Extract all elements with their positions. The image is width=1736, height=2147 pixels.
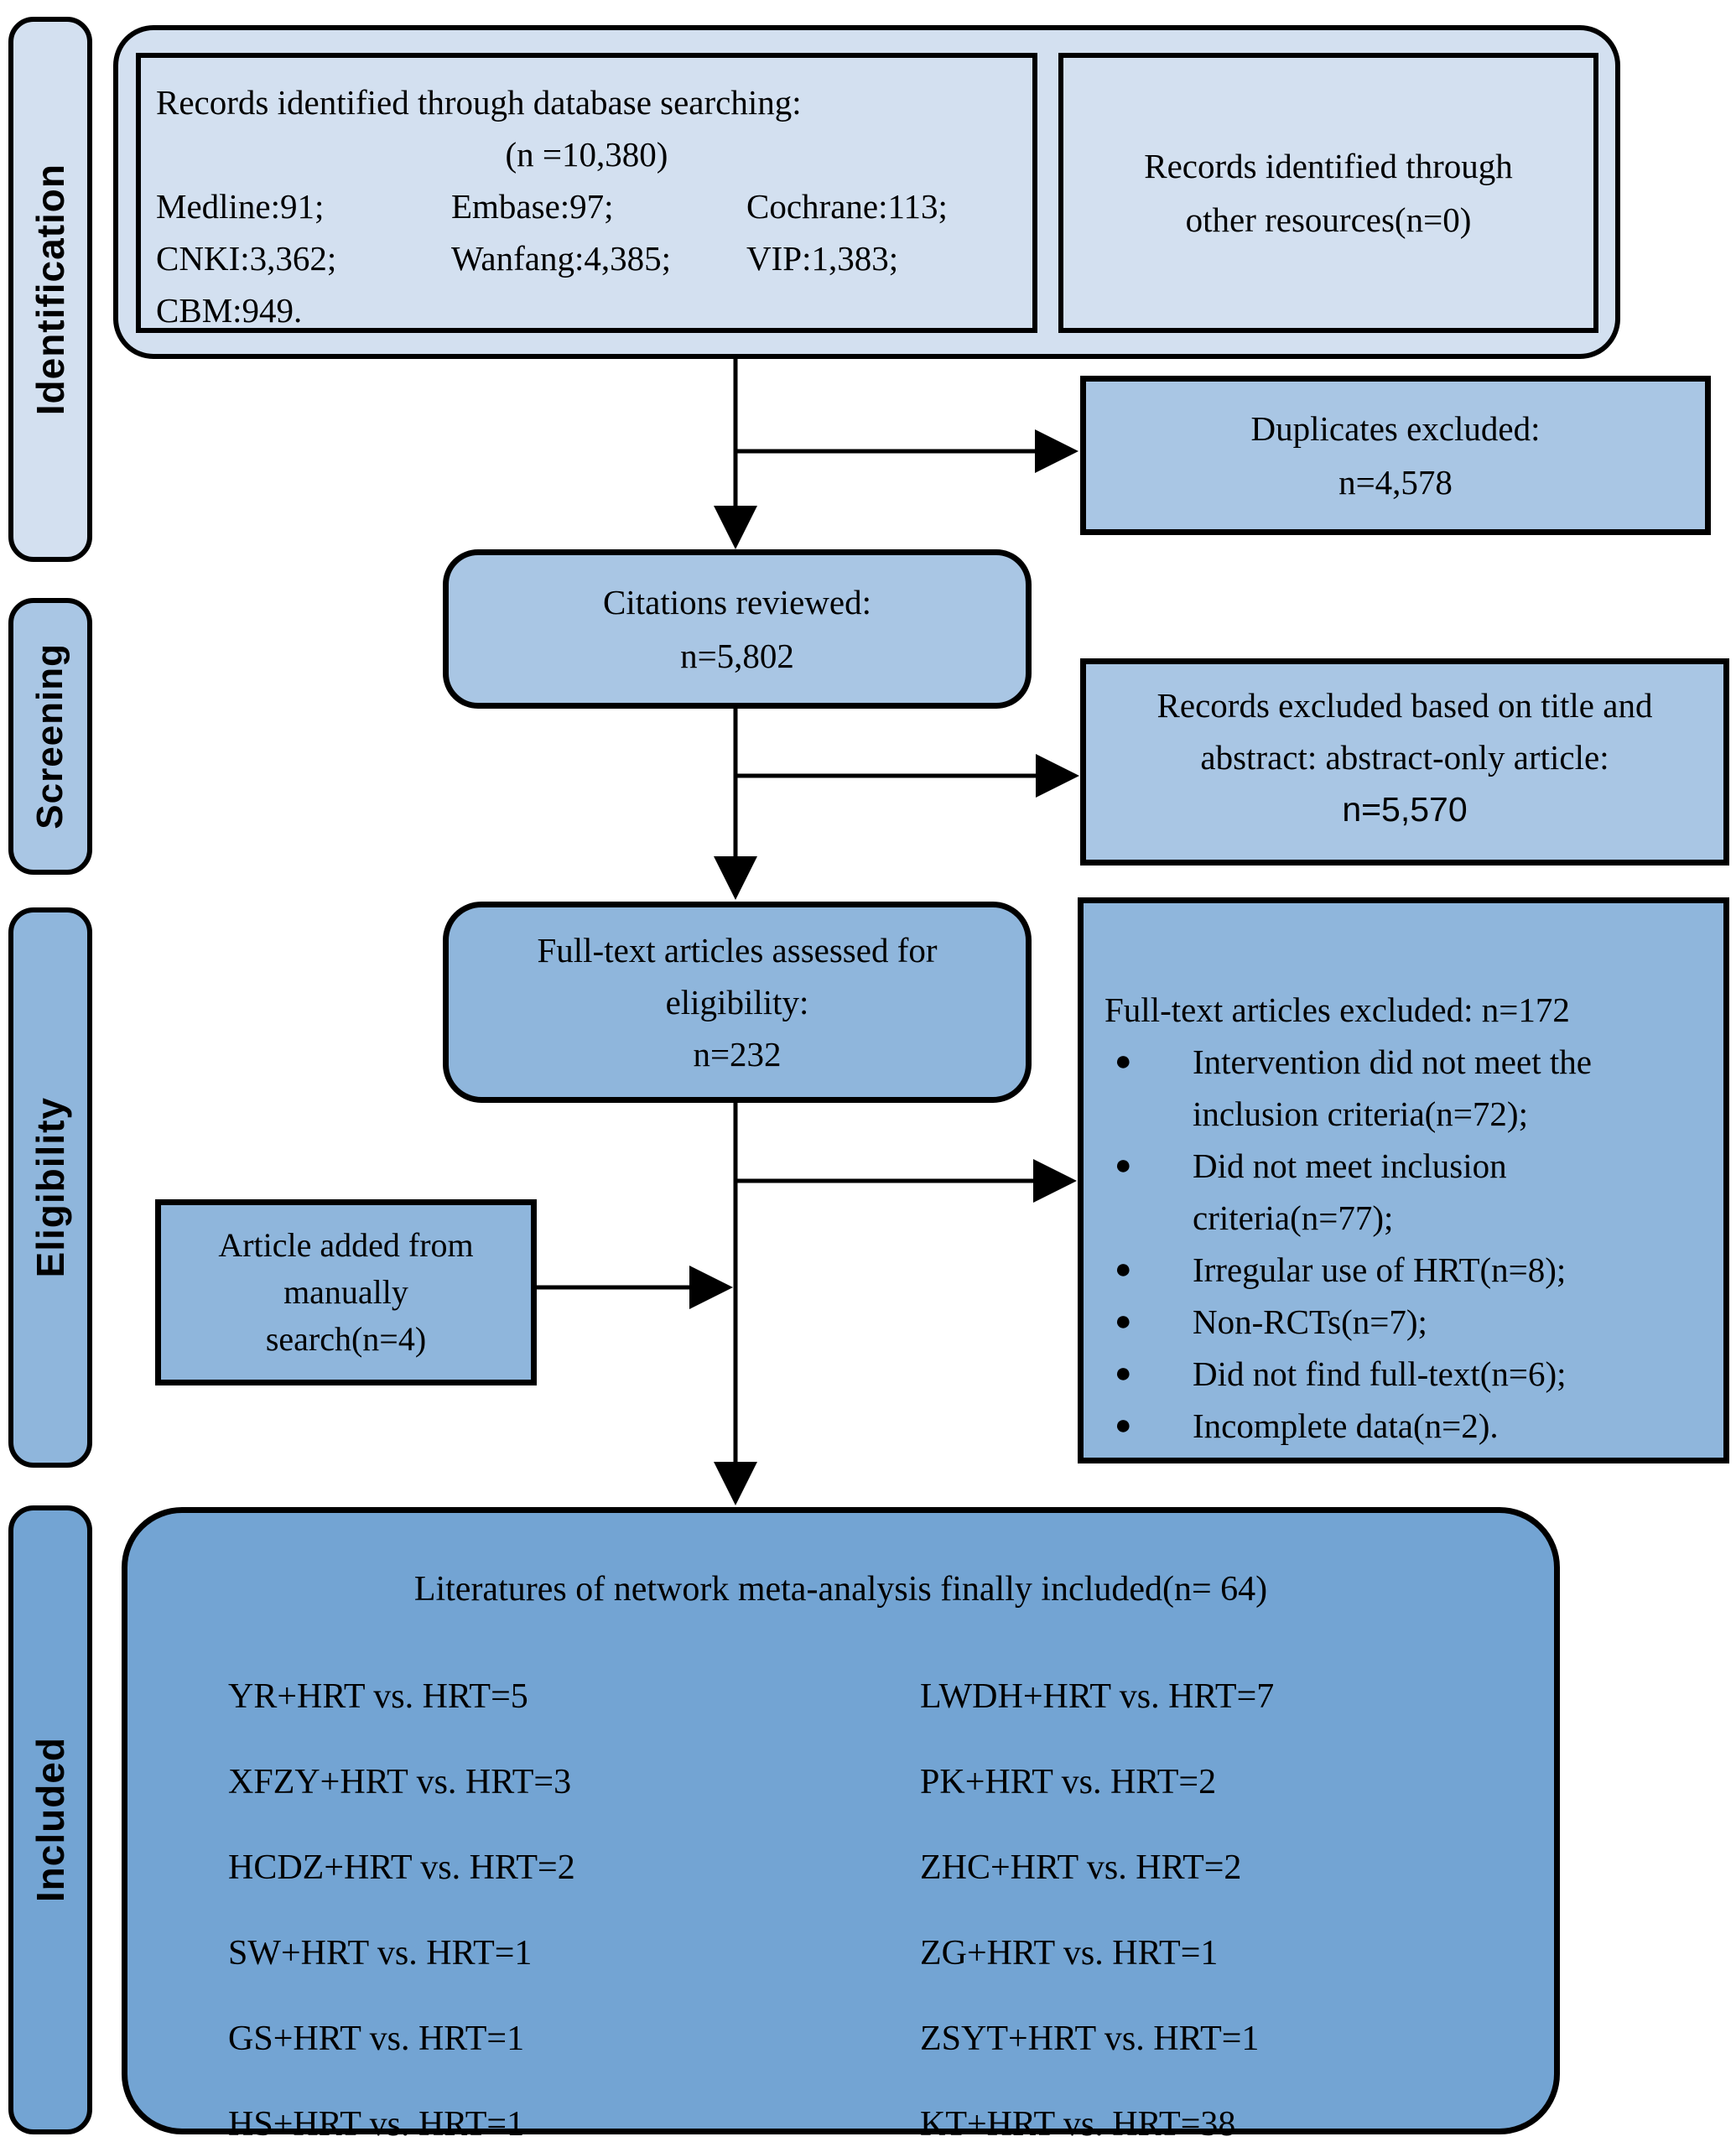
- records-excluded-line2: abstract: abstract-only article:: [1200, 738, 1609, 777]
- records-excluded-box: [1080, 658, 1729, 866]
- stage-label-identification-text: Identification: [29, 163, 72, 416]
- bullet-icon: ●: [1115, 1150, 1132, 1181]
- db-source-cnki: CNKI:3,362;: [156, 239, 337, 278]
- arrowhead-right-duplicates: [1035, 429, 1079, 473]
- bullet-icon: ●: [1115, 1358, 1132, 1389]
- fulltext-excluded-item: [1104, 1140, 1707, 1244]
- included-item: KT+HRT vs. HRT=38: [920, 2105, 1236, 2144]
- arrowhead-right-records-excluded: [1036, 754, 1079, 798]
- included-item: LWDH+HRT vs. HRT=7: [920, 1677, 1275, 1716]
- arrowhead-down-included: [714, 1462, 757, 1505]
- db-source-vip: VIP:1,383;: [746, 239, 899, 278]
- manual-search-line2: manually: [283, 1273, 408, 1311]
- fulltext-excluded-item: [1104, 1036, 1707, 1140]
- fulltext-excluded-box: [1078, 897, 1729, 1463]
- included-item: PK+HRT vs. HRT=2: [920, 1763, 1217, 1801]
- fulltext-assessed-line2: eligibility:: [665, 983, 809, 1022]
- records-database-row3: [156, 284, 1017, 336]
- fulltext-excluded-item-text: Did not find full-text(n=6);: [1193, 1354, 1567, 1393]
- included-item: HS+HRT vs. HRT=1: [228, 2105, 525, 2144]
- other-resources-line1: Records identified through: [1144, 147, 1513, 185]
- citations-reviewed-line1: Citations reviewed:: [603, 583, 871, 621]
- stage-label-eligibility-text: Eligibility: [29, 1097, 72, 1278]
- manual-search-box: [155, 1199, 537, 1385]
- fulltext-excluded-item: [1104, 1400, 1707, 1452]
- fulltext-assessed-box: [443, 902, 1032, 1103]
- records-excluded-line1: Records excluded based on title and: [1156, 686, 1653, 725]
- bullet-icon: ●: [1115, 1306, 1132, 1337]
- other-resources-box: [1058, 53, 1598, 333]
- citations-reviewed-box: [443, 549, 1032, 709]
- stage-label-screening: [8, 598, 92, 875]
- arrowhead-down-citations: [714, 506, 757, 549]
- included-item: GS+HRT vs. HRT=1: [228, 2020, 525, 2058]
- citations-reviewed-line2: n=5,802: [680, 637, 794, 675]
- included-final-title: Literatures of network meta-analysis finally included(n= 64): [413, 1570, 1268, 1609]
- records-excluded-count: n=5,570: [1342, 790, 1468, 829]
- included-item: ZG+HRT vs. HRT=1: [920, 1934, 1219, 1973]
- manual-search-line1: Article added from: [218, 1226, 474, 1264]
- bullet-icon: ●: [1115, 1046, 1132, 1077]
- fulltext-excluded-item: [1104, 1348, 1707, 1400]
- db-source-medline: Medline:91;: [156, 187, 325, 226]
- stage-label-identification: [8, 17, 92, 562]
- fulltext-excluded-item-text: Non-RCTs(n=7);: [1193, 1302, 1427, 1341]
- records-database-row2: [156, 232, 1017, 284]
- other-resources-line2: other resources(n=0): [1185, 200, 1472, 239]
- included-item: XFZY+HRT vs. HRT=3: [228, 1763, 572, 1801]
- fulltext-excluded-item-text: Intervention did not meet the inclusion criteria(n=72);: [1193, 1042, 1592, 1133]
- included-item: SW+HRT vs. HRT=1: [228, 1934, 533, 1973]
- manual-search-line3: search(n=4): [265, 1320, 427, 1358]
- included-left-column: [228, 1672, 575, 2147]
- stage-label-eligibility: [8, 907, 92, 1468]
- fulltext-assessed-line1: Full-text articles assessed for: [537, 931, 938, 970]
- included-item: ZHC+HRT vs. HRT=2: [920, 1848, 1242, 1887]
- duplicates-excluded-line2: n=4,578: [1338, 463, 1453, 502]
- db-source-wanfang: Wanfang:4,385;: [451, 239, 671, 278]
- stage-label-screening-text: Screening: [29, 643, 70, 829]
- included-right-column: [920, 1672, 1274, 2147]
- stage-label-included: [8, 1505, 92, 2134]
- records-database-row1: [156, 180, 1017, 232]
- arrowhead-right-mainline: [689, 1266, 733, 1309]
- included-item: ZSYT+HRT vs. HRT=1: [920, 2020, 1260, 2058]
- included-final-box: [122, 1507, 1560, 2144]
- fulltext-excluded-item-text: Irregular use of HRT(n=8);: [1193, 1250, 1567, 1289]
- fulltext-excluded-item: [1104, 1296, 1707, 1348]
- bullet-icon: ●: [1115, 1410, 1132, 1441]
- db-source-cochrane: Cochrane:113;: [746, 187, 948, 226]
- db-source-embase: Embase:97;: [451, 187, 614, 226]
- included-item: HCDZ+HRT vs. HRT=2: [228, 1848, 575, 1887]
- fulltext-excluded-item-text: Incomplete data(n=2).: [1193, 1406, 1499, 1445]
- records-database-box: [136, 53, 1037, 333]
- fulltext-excluded-item-text: Did not meet inclusion criteria(n=77);: [1193, 1146, 1507, 1237]
- duplicates-excluded-box: [1080, 376, 1711, 535]
- arrowhead-right-fulltext-excluded: [1033, 1159, 1077, 1203]
- duplicates-excluded-line1: Duplicates excluded:: [1250, 409, 1541, 448]
- db-source-cbm: CBM:949.: [156, 291, 303, 330]
- records-database-n: (n =10,380): [505, 135, 668, 174]
- fulltext-assessed-count: n=232: [693, 1035, 782, 1074]
- fulltext-excluded-item: [1104, 1244, 1707, 1296]
- records-database-title: Records identified through database searching:: [156, 83, 802, 122]
- included-item: YR+HRT vs. HRT=5: [228, 1677, 528, 1716]
- fulltext-excluded-heading: Full-text articles excluded: n=172: [1104, 990, 1570, 1029]
- stage-label-included-text: Included: [29, 1737, 72, 1903]
- bullet-icon: ●: [1115, 1254, 1132, 1285]
- arrowhead-down-fulltext: [714, 856, 757, 900]
